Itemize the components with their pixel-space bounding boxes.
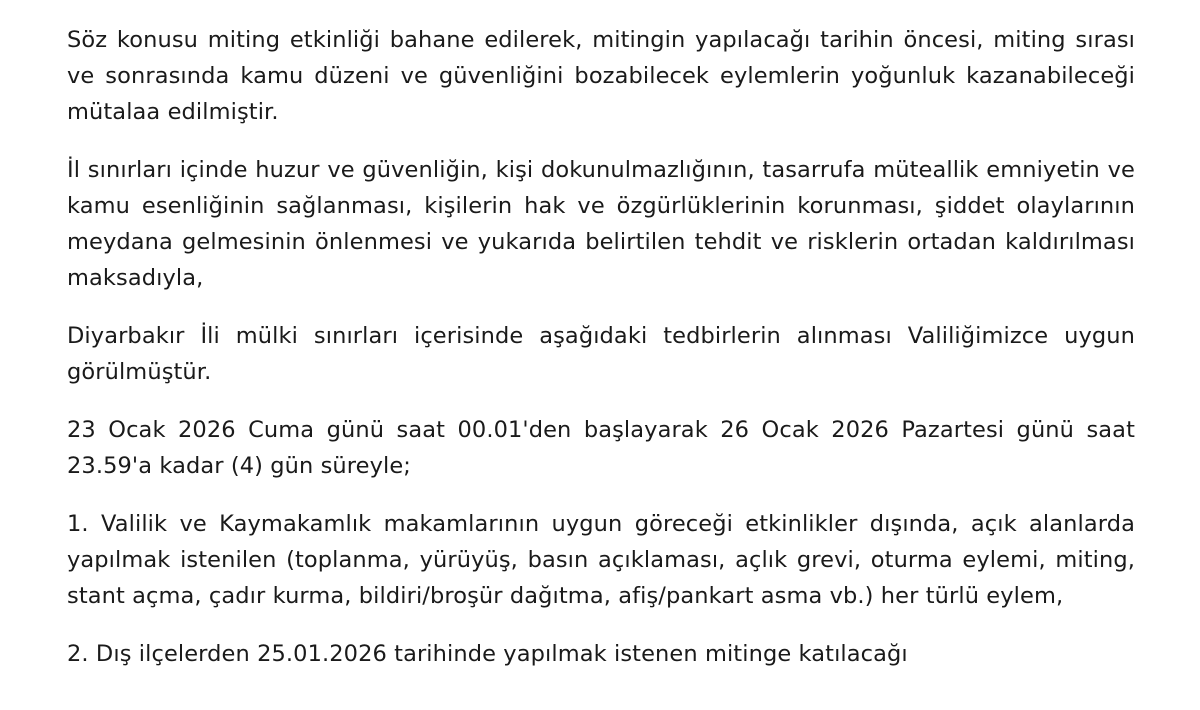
paragraph-miting-assessment: Söz konusu miting etkinliği bahane edilerek, mitingin yapılacağı tarihin öncesi, miting sırası ve sonrasında kamu düzeni ve güvenliğini bozabilecek eylemlerin yoğunluk kazanabileceği mütalaa edilmiştir. xyxy=(67,27,1135,125)
paragraph-measures-approved: Diyarbakır İli mülki sınırları içerisinde aşağıdaki tedbirlerin alınması Valiliğimizce uygun görülmüştür. xyxy=(67,323,1135,385)
document-body xyxy=(67,22,1135,672)
paragraph-item-2: 2. Dış ilçelerden 25.01.2026 tarihinde yapılmak istenen mitinge katılacağı xyxy=(67,641,908,667)
paragraph-item-1: 1. Valilik ve Kaymakamlık makamlarının uygun göreceği etkinlikler dışında, açık alanlarda yapılmak istenilen (toplanma, yürüyüş, basın açıklaması, açlık grevi, oturma eylemi, miting, stant açma, çadır kurma, bildiri/broşür dağıtma, afiş/pankart asma vb.) her türlü eylem, xyxy=(67,511,1135,609)
paragraph-security-purpose: İl sınırları içinde huzur ve güvenliğin, kişi dokunulmazlığının, tasarrufa müteallik emniyetin ve kamu esenliğinin sağlanması, kişilerin hak ve özgürlüklerinin korunması, şiddet olaylarının meydana gelmesinin önlenmesi ve yukarıda belirtilen tehdit ve risklerin ortadan kaldırılması maksadıyla, xyxy=(67,157,1135,291)
paragraph-date-range: 23 Ocak 2026 Cuma günü saat 00.01'den başlayarak 26 Ocak 2026 Pazartesi günü saat 23.59'a kadar (4) gün süreyle; xyxy=(67,417,1135,479)
